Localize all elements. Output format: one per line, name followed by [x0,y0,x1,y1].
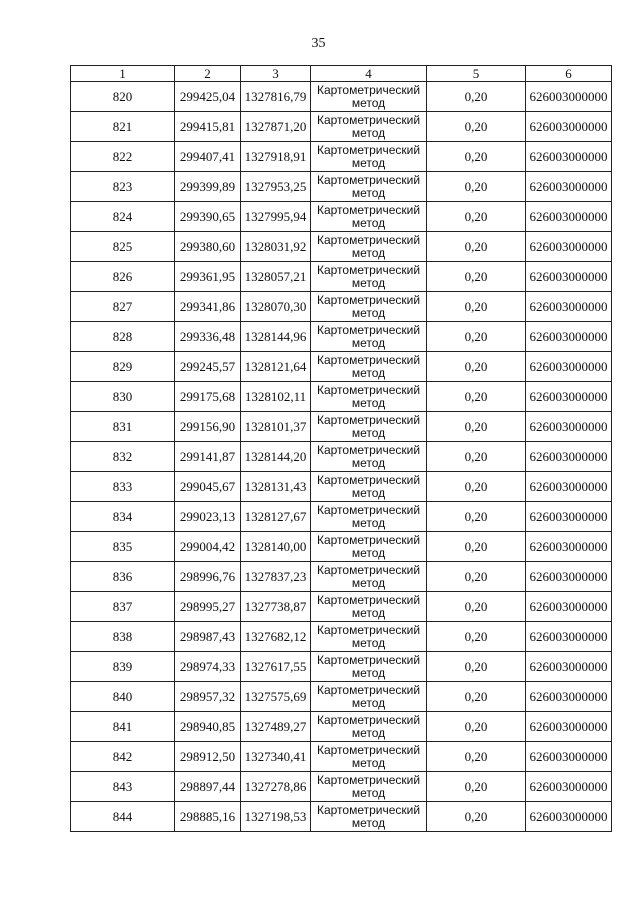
table-row [71,472,612,502]
x-coordinate-cell: 299415,81 [175,112,241,142]
point-number-cell: 821 [71,112,175,142]
y-coordinate-cell: 1327278,86 [241,772,311,802]
point-number-cell: 835 [71,532,175,562]
accuracy-cell: 0,20 [427,172,526,202]
method-line-2: метод [351,785,386,800]
code-cell: 626003000000 [526,82,612,112]
y-coordinate-cell: 1327871,20 [241,112,311,142]
method-line-1: Картометрический [316,322,421,337]
x-coordinate-cell: 298987,43 [175,622,241,652]
accuracy-cell: 0,20 [427,772,526,802]
point-number-cell: 829 [71,352,175,382]
table-row [71,802,612,832]
accuracy-cell: 0,20 [427,322,526,352]
x-coordinate-cell: 298897,44 [175,772,241,802]
x-coordinate-cell: 299004,42 [175,532,241,562]
method-cell [311,232,427,262]
accuracy-cell: 0,20 [427,262,526,292]
header-cell-2: 2 [175,66,241,82]
table-row [71,712,612,742]
y-coordinate-cell: 1327198,53 [241,802,311,832]
method-cell [311,352,427,382]
table-row [71,322,612,352]
method-cell [311,712,427,742]
method-line-1: Картометрический [316,652,421,667]
method-line-2: метод [351,695,386,710]
method-line-1: Картометрический [316,382,421,397]
x-coordinate-cell: 299175,68 [175,382,241,412]
method-line-1: Картометрический [316,592,421,607]
method-cell [311,772,427,802]
method-line-2: метод [351,455,386,470]
table-row [71,82,612,112]
method-line-2: метод [351,185,386,200]
code-cell: 626003000000 [526,682,612,712]
x-coordinate-cell: 298995,27 [175,592,241,622]
accuracy-cell: 0,20 [427,712,526,742]
accuracy-cell: 0,20 [427,562,526,592]
point-number-cell: 836 [71,562,175,592]
y-coordinate-cell: 1328070,30 [241,292,311,322]
page-number: 35 [311,36,326,51]
method-line-1: Картометрический [316,442,421,457]
point-number-cell: 822 [71,142,175,172]
method-line-2: метод [351,635,386,650]
accuracy-cell: 0,20 [427,502,526,532]
accuracy-cell: 0,20 [427,292,526,322]
y-coordinate-cell: 1327738,87 [241,592,311,622]
accuracy-cell: 0,20 [427,352,526,382]
code-cell: 626003000000 [526,502,612,532]
point-number-cell: 827 [71,292,175,322]
point-number-cell: 820 [71,82,175,112]
accuracy-cell: 0,20 [427,82,526,112]
point-number-cell: 837 [71,592,175,622]
point-number-cell: 824 [71,202,175,232]
point-number-cell: 823 [71,172,175,202]
method-line-2: метод [351,665,386,680]
x-coordinate-cell: 299045,67 [175,472,241,502]
method-cell [311,682,427,712]
method-line-1: Картометрический [316,202,421,217]
x-coordinate-cell: 299390,65 [175,202,241,232]
method-cell [311,502,427,532]
y-coordinate-cell: 1328102,11 [241,382,311,412]
x-coordinate-cell: 299141,87 [175,442,241,472]
table-row [71,502,612,532]
table-row [71,622,612,652]
code-cell: 626003000000 [526,352,612,382]
method-cell [311,742,427,772]
method-cell [311,412,427,442]
method-line-1: Картометрический [316,262,421,277]
code-cell: 626003000000 [526,802,612,832]
method-line-1: Картометрический [316,502,421,517]
x-coordinate-cell: 299407,41 [175,142,241,172]
code-cell: 626003000000 [526,142,612,172]
point-number-cell: 826 [71,262,175,292]
table-row [71,262,612,292]
point-number-cell: 843 [71,772,175,802]
x-coordinate-cell: 298957,32 [175,682,241,712]
y-coordinate-cell: 1327682,12 [241,622,311,652]
method-line-1: Картометрический [316,292,421,307]
x-coordinate-cell: 298940,85 [175,712,241,742]
method-cell [311,652,427,682]
y-coordinate-cell: 1327617,55 [241,652,311,682]
method-line-1: Картометрический [316,682,421,697]
method-line-2: метод [351,125,386,140]
header-cell-6: 6 [526,66,612,82]
y-coordinate-cell: 1328121,64 [241,352,311,382]
x-coordinate-cell: 299156,90 [175,412,241,442]
method-line-1: Картометрический [316,82,421,97]
point-number-cell: 833 [71,472,175,502]
method-cell [311,622,427,652]
code-cell: 626003000000 [526,262,612,292]
method-line-1: Картометрический [316,352,421,367]
y-coordinate-cell: 1328144,96 [241,322,311,352]
table-row [71,172,612,202]
y-coordinate-cell: 1328144,20 [241,442,311,472]
code-cell: 626003000000 [526,622,612,652]
header-cell-5: 5 [427,66,526,82]
table-row [71,592,612,622]
accuracy-cell: 0,20 [427,742,526,772]
x-coordinate-cell: 299361,95 [175,262,241,292]
method-cell [311,442,427,472]
accuracy-cell: 0,20 [427,382,526,412]
accuracy-cell: 0,20 [427,142,526,172]
method-cell [311,382,427,412]
method-line-2: метод [351,365,386,380]
header-cell-1: 1 [71,66,175,82]
x-coordinate-cell: 299336,48 [175,322,241,352]
accuracy-cell: 0,20 [427,412,526,442]
y-coordinate-cell: 1327953,25 [241,172,311,202]
x-coordinate-cell: 299380,60 [175,232,241,262]
code-cell: 626003000000 [526,712,612,742]
code-cell: 626003000000 [526,232,612,262]
accuracy-cell: 0,20 [427,472,526,502]
accuracy-cell: 0,20 [427,622,526,652]
x-coordinate-cell: 299023,13 [175,502,241,532]
table-row [71,352,612,382]
method-line-2: метод [351,605,386,620]
point-number-cell: 841 [71,712,175,742]
accuracy-cell: 0,20 [427,682,526,712]
x-coordinate-cell: 299425,04 [175,82,241,112]
point-number-cell: 831 [71,412,175,442]
y-coordinate-cell: 1327575,69 [241,682,311,712]
table-row [71,142,612,172]
method-line-2: метод [351,815,386,830]
table-row [71,682,612,712]
accuracy-cell: 0,20 [427,232,526,262]
code-cell: 626003000000 [526,532,612,562]
code-cell: 626003000000 [526,382,612,412]
method-line-2: метод [351,485,386,500]
method-line-1: Картометрический [316,532,421,547]
table-row [71,442,612,472]
table-row [71,202,612,232]
y-coordinate-cell: 1328101,37 [241,412,311,442]
method-line-2: метод [351,305,386,320]
point-number-cell: 825 [71,232,175,262]
method-cell [311,592,427,622]
method-line-1: Картометрический [316,232,421,247]
coordinates-table [70,65,612,832]
method-cell [311,802,427,832]
method-line-2: метод [351,215,386,230]
table-row [71,652,612,682]
header-cell-4: 4 [311,66,427,82]
table-row [71,382,612,412]
method-cell [311,322,427,352]
y-coordinate-cell: 1327816,79 [241,82,311,112]
x-coordinate-cell: 298912,50 [175,742,241,772]
header-row [71,66,612,82]
point-number-cell: 839 [71,652,175,682]
method-cell [311,532,427,562]
x-coordinate-cell: 298974,33 [175,652,241,682]
point-number-cell: 834 [71,502,175,532]
method-line-2: метод [351,515,386,530]
accuracy-cell: 0,20 [427,532,526,562]
y-coordinate-cell: 1328031,92 [241,232,311,262]
code-cell: 626003000000 [526,442,612,472]
point-number-cell: 828 [71,322,175,352]
code-cell: 626003000000 [526,742,612,772]
method-line-1: Картометрический [316,412,421,427]
method-line-2: метод [351,95,386,110]
accuracy-cell: 0,20 [427,592,526,622]
method-cell [311,472,427,502]
method-line-1: Картометрический [316,112,421,127]
method-line-2: метод [351,725,386,740]
code-cell: 626003000000 [526,412,612,442]
method-line-2: метод [351,155,386,170]
method-line-2: метод [351,245,386,260]
method-line-2: метод [351,395,386,410]
y-coordinate-cell: 1328127,67 [241,502,311,532]
point-number-cell: 840 [71,682,175,712]
code-cell: 626003000000 [526,172,612,202]
x-coordinate-cell: 299245,57 [175,352,241,382]
accuracy-cell: 0,20 [427,442,526,472]
method-line-1: Картометрический [316,622,421,637]
table-row [71,292,612,322]
method-line-1: Картометрический [316,712,421,727]
code-cell: 626003000000 [526,772,612,802]
table-body [71,82,612,832]
method-line-1: Картометрический [316,562,421,577]
method-line-1: Картометрический [316,472,421,487]
method-cell [311,82,427,112]
x-coordinate-cell: 298996,76 [175,562,241,592]
y-coordinate-cell: 1328057,21 [241,262,311,292]
accuracy-cell: 0,20 [427,202,526,232]
method-line-2: метод [351,335,386,350]
method-cell [311,562,427,592]
x-coordinate-cell: 299341,86 [175,292,241,322]
y-coordinate-cell: 1327837,23 [241,562,311,592]
y-coordinate-cell: 1327340,41 [241,742,311,772]
header-cell-3: 3 [241,66,311,82]
method-line-2: метод [351,425,386,440]
x-coordinate-cell: 298885,16 [175,802,241,832]
y-coordinate-cell: 1327995,94 [241,202,311,232]
method-line-1: Картометрический [316,142,421,157]
method-cell [311,142,427,172]
code-cell: 626003000000 [526,292,612,322]
point-number-cell: 830 [71,382,175,412]
code-cell: 626003000000 [526,652,612,682]
method-line-1: Картометрический [316,172,421,187]
y-coordinate-cell: 1327918,91 [241,142,311,172]
method-cell [311,262,427,292]
accuracy-cell: 0,20 [427,112,526,142]
method-line-1: Картометрический [316,742,421,757]
code-cell: 626003000000 [526,322,612,352]
table-row [71,562,612,592]
method-line-2: метод [351,575,386,590]
x-coordinate-cell: 299399,89 [175,172,241,202]
code-cell: 626003000000 [526,592,612,622]
point-number-cell: 838 [71,622,175,652]
method-cell [311,292,427,322]
code-cell: 626003000000 [526,472,612,502]
point-number-cell: 842 [71,742,175,772]
table-row [71,112,612,142]
table-row [71,532,612,562]
code-cell: 626003000000 [526,562,612,592]
method-line-2: метод [351,545,386,560]
table-row [71,742,612,772]
code-cell: 626003000000 [526,112,612,142]
point-number-cell: 844 [71,802,175,832]
point-number-cell: 832 [71,442,175,472]
method-line-2: метод [351,275,386,290]
table-row [71,412,612,442]
method-cell [311,172,427,202]
y-coordinate-cell: 1328131,43 [241,472,311,502]
method-line-1: Картометрический [316,802,421,817]
table-row [71,772,612,802]
y-coordinate-cell: 1327489,27 [241,712,311,742]
table-row [71,232,612,262]
accuracy-cell: 0,20 [427,802,526,832]
method-cell [311,112,427,142]
y-coordinate-cell: 1328140,00 [241,532,311,562]
method-cell [311,202,427,232]
method-line-2: метод [351,755,386,770]
code-cell: 626003000000 [526,202,612,232]
accuracy-cell: 0,20 [427,652,526,682]
method-line-1: Картометрический [316,772,421,787]
